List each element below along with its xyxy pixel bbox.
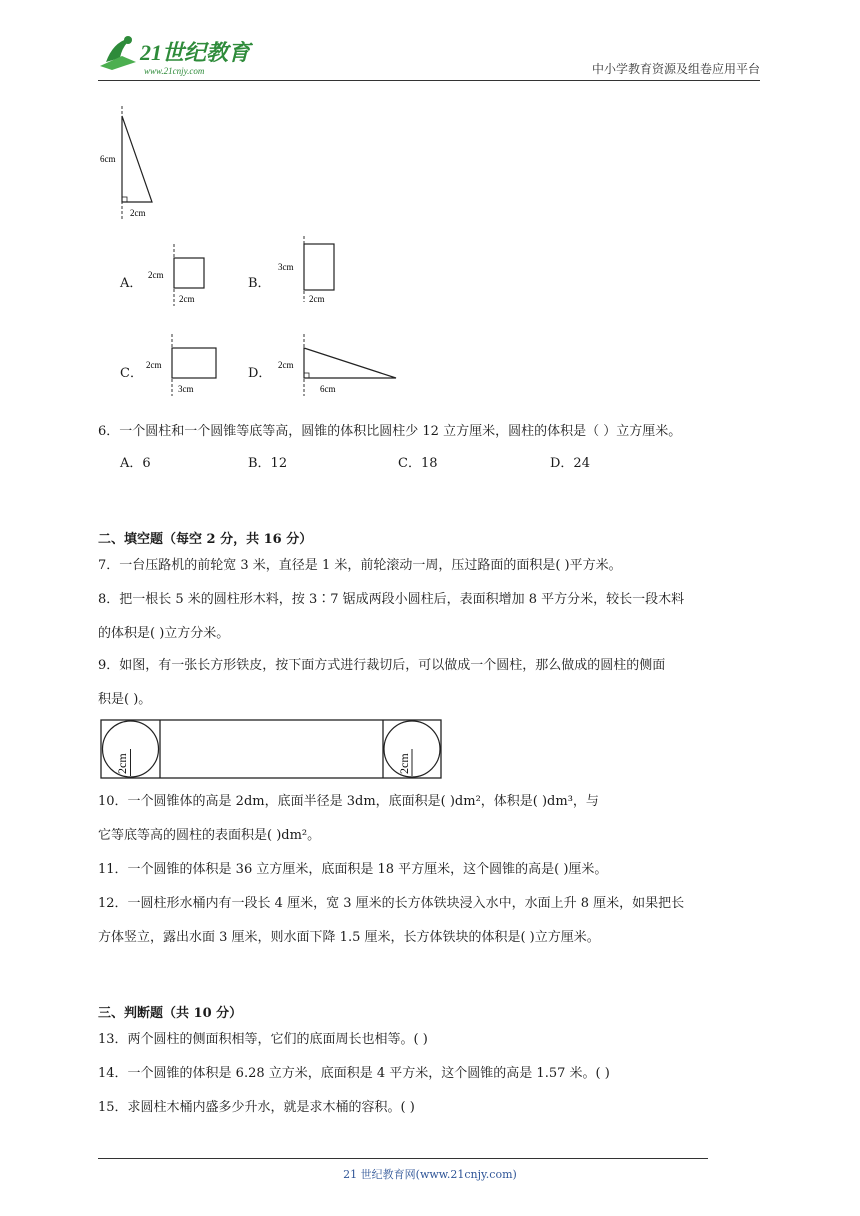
option-b-base: 2cm	[309, 294, 325, 304]
option-c-figure[interactable]	[144, 334, 224, 402]
option-b-letter[interactable]: B．	[248, 276, 271, 291]
question-13-text: 13．两个圆柱的侧面积相等，它们的底面周长也相等。( )	[98, 1032, 428, 1047]
question-9-line-2: 积是( )。	[98, 692, 152, 707]
question-12-line-1: 12．一圆柱形水桶内有一段长 4 厘米，宽 3 厘米的长方体铁块浸入水中，水面上升 8 厘米，如果把长	[98, 896, 685, 911]
option-c-letter[interactable]: C．	[120, 366, 143, 381]
question-11-text: 11．一个圆锥的体积是 36 立方厘米，底面积是 18 平方厘米，这个圆锥的高是( )厘米。	[98, 862, 608, 877]
header-platform-text: 中小学教育资源及组卷应用平台	[591, 62, 760, 76]
question-6-option-a[interactable]: A．6	[120, 456, 151, 471]
question-figure-triangle	[98, 106, 168, 226]
section-3-title: 三、判断题（共 10 分）	[98, 1006, 243, 1021]
question-6-option-b[interactable]: B．12	[248, 456, 288, 471]
logo-url: www.21cnjy.com	[144, 66, 205, 76]
q9-left-circle-label: 2cm	[115, 753, 129, 774]
option-a-letter[interactable]: A．	[120, 276, 143, 291]
question-14-text: 14．一个圆锥的体积是 6.28 立方米，底面积是 4 平方米，这个圆锥的高是 1.57 米。( )	[98, 1066, 610, 1081]
question-8-line-1: 8．把一根长 5 米的圆柱形木料，按 3∶7 锯成两段小圆柱后，表面积增加 8 平方分米，较长一段木料	[98, 592, 685, 607]
question-8-line-2: 的体积是( )立方分米。	[98, 626, 230, 641]
option-a-base: 2cm	[179, 294, 195, 304]
question-9-figure	[100, 718, 445, 786]
option-a-figure[interactable]	[146, 244, 216, 312]
option-d-side: 2cm	[278, 360, 294, 370]
question-10-line-2: 它等底等高的圆柱的表面积是( )dm²。	[98, 828, 321, 843]
site-logo	[92, 32, 262, 78]
figure-height-label: 6cm	[100, 154, 116, 164]
logo-text: 21世纪教育	[140, 40, 251, 65]
question-10-line-1: 10．一个圆锥体的高是 2dm，底面半径是 3dm，底面积是( )dm²，体积是( )dm³，与	[98, 794, 599, 809]
figure-base-label: 2cm	[130, 208, 146, 218]
option-a-side: 2cm	[148, 270, 164, 280]
option-b-figure[interactable]	[276, 236, 346, 310]
question-9-line-1: 9．如图，有一张长方形铁皮，按下面方式进行裁切后，可以做成一个圆柱，那么做成的圆柱的侧面	[98, 658, 666, 673]
footer-link[interactable]: 21 世纪教育网(www.21cnjy.com)	[343, 1168, 517, 1181]
question-15-text: 15．求圆柱木桶内盛多少升水，就是求木桶的容积。( )	[98, 1100, 415, 1115]
question-12-line-2: 方体竖立，露出水面 3 厘米，则水面下降 1.5 厘米，长方体铁块的体积是( )立方厘米。	[98, 930, 600, 945]
option-c-base: 3cm	[178, 384, 194, 394]
question-6-text: 6．一个圆柱和一个圆锥等底等高，圆锥的体积比圆柱少 12 立方厘米，圆柱的体积是（ ）立方厘米。	[98, 424, 682, 439]
header-divider	[98, 80, 760, 81]
question-7-text: 7．一台压路机的前轮宽 3 米，直径是 1 米，前轮滚动一周，压过路面的面积是( )平方米。	[98, 558, 622, 573]
q9-right-circle-label: 2cm	[397, 753, 411, 774]
option-d-letter[interactable]: D．	[248, 366, 272, 381]
question-6-option-d[interactable]: D．24	[550, 456, 590, 471]
option-c-side: 2cm	[146, 360, 162, 370]
option-d-base: 6cm	[320, 384, 336, 394]
option-d-figure[interactable]	[276, 334, 402, 402]
option-b-side: 3cm	[278, 262, 294, 272]
question-6-option-c[interactable]: C．18	[398, 456, 438, 471]
section-2-title: 二、填空题（每空 2 分，共 16 分）	[98, 532, 313, 547]
footer-divider	[98, 1158, 708, 1159]
